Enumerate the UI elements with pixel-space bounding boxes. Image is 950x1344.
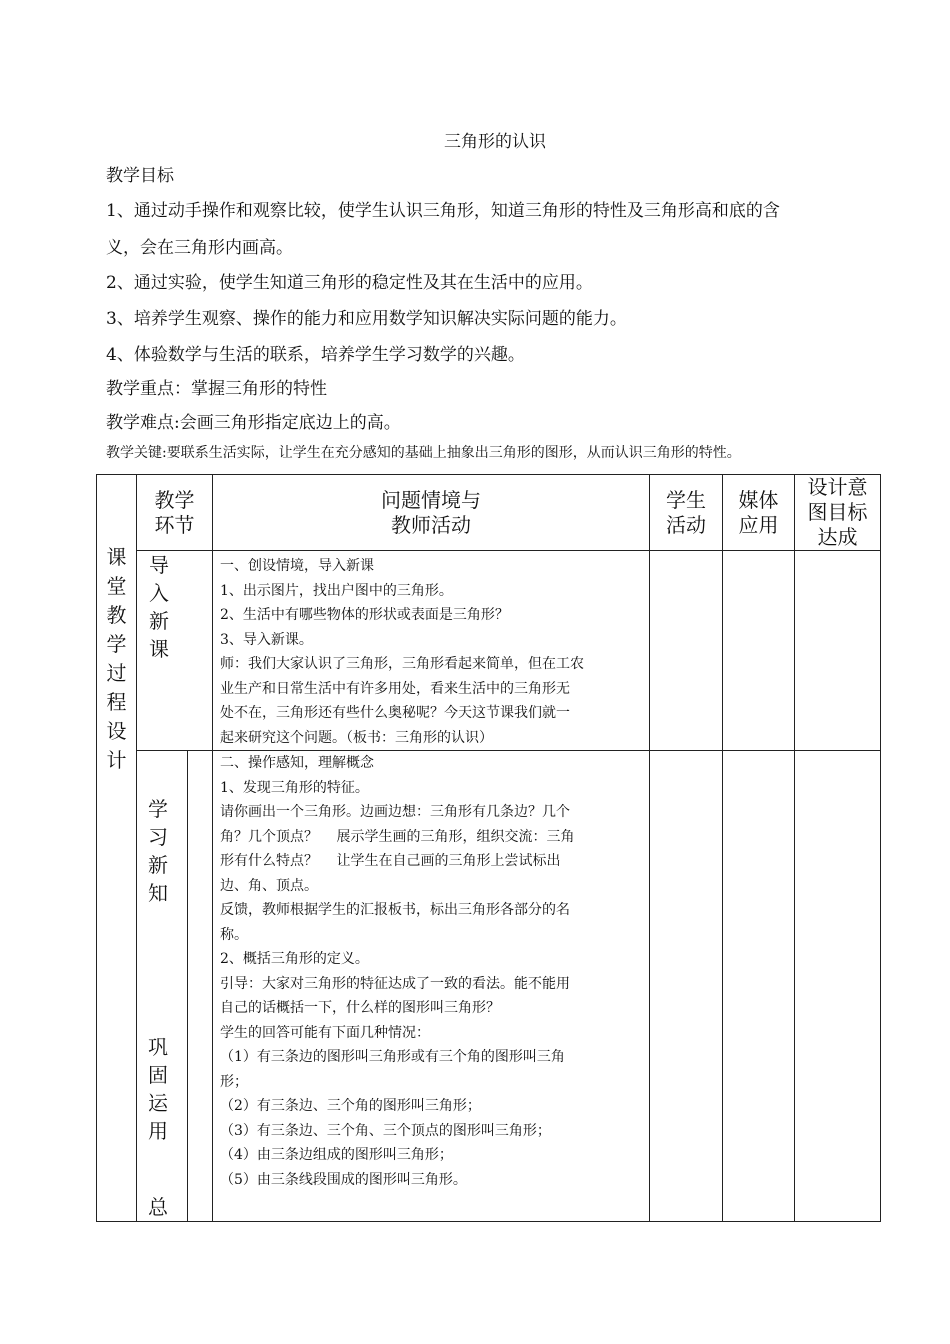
header-media: 媒体 应用 [723, 475, 795, 551]
practice-design-goal [795, 751, 881, 1222]
stage-summary: 总 [148, 1195, 168, 1219]
objective-1-line-2: 义，会在三角形内画高。 [106, 238, 293, 258]
practice-student-activity [650, 751, 723, 1222]
intro-student-activity [650, 551, 723, 751]
header-stage: 教学 环节 [137, 475, 213, 551]
intro-media [723, 551, 795, 751]
stage-intro: 导 入 新 课 [137, 551, 213, 751]
key-point: 教学重点：掌握三角形的特性 [106, 379, 327, 399]
header-teacher-activity: 问题情境与 教师活动 [213, 475, 650, 551]
key-link: 教学关键:要联系生活实际，让学生在充分感知的基础上抽象出三角形的图形，从而认识三角形的特性。 [106, 445, 741, 461]
intro-teacher-activity: 一、创设情境，导入新课 1、出示图片，找出户图中的三角形。 2、生活中有哪些物体的形状或表面是三角形？ 3、导入新课。 师：我们大家认识了三角形，三角形看起来简单，但在工农 业生产和日常生活中有许多用处，看来生活中的三角形无 处不在，三角形还有些什么奥秘呢？今天这节课我们就一 起来研究这个问题。（板书：三角形的认识） [213, 551, 650, 751]
objective-1-line-1: 1、通过动手操作和观察比较，使学生认识三角形，知道三角形的特性及三角形高和底的含 [106, 201, 780, 221]
objective-2: 2、通过实验，使学生知道三角形的稳定性及其在生活中的应用。 [106, 273, 593, 293]
lesson-plan-table [96, 474, 881, 1222]
difficulty: 教学难点:会画三角形指定底边上的高。 [106, 413, 401, 433]
header-design-goal: 设计意 图目标 达成 [795, 475, 881, 551]
stage-learn-new: 学 习 新 知 [148, 797, 168, 905]
stage-consolidate: 巩 固 运 用 [148, 1035, 168, 1143]
practice-teacher-activity: 二、操作感知，理解概念 1、发现三角形的特征。 请你画出一个三角形。边画边想：三角形有几条边？几个 角？几个顶点？ 展示学生画的三角形，组织交流：三角 形有什么特点？ 让学生在自己画的三角形上尝试标出 边、角、顶点。 反馈，教师根据学生的汇报板书，标出三角形各部分的名 称。 2、概括三角形的定义。 引导：大家对三角形的特征达成了一致的看法。能不能用 自己的话概括一下，什么样的图形叫三角形？ 学生的回答可能有下面几种情况： （1）有三条边的图形叫三角形或有三个角的图形叫三角 形； （2）有三条边、三个角的图形叫三角形； （3）有三条边、三个角、三个顶点的图形叫三角形； （4）由三条边组成的图形叫三角形； （5）由三条线段围成的图形叫三角形。 [213, 751, 650, 1222]
intro-design-goal [795, 551, 881, 751]
objectives-heading: 教学目标 [106, 166, 174, 186]
stage-practice [137, 751, 213, 1222]
objective-3: 3、培养学生观察、操作的能力和应用数学知识解决实际问题的能力。 [106, 309, 627, 329]
header-student-activity: 学生 活动 [650, 475, 723, 551]
practice-media [723, 751, 795, 1222]
side-label: 课 堂 教 学 过 程 设 计 [97, 475, 137, 1222]
objective-4: 4、体验数学与生活的联系，培养学生学习数学的兴趣。 [106, 345, 525, 365]
document-title: 三角形的认识 [444, 132, 546, 152]
